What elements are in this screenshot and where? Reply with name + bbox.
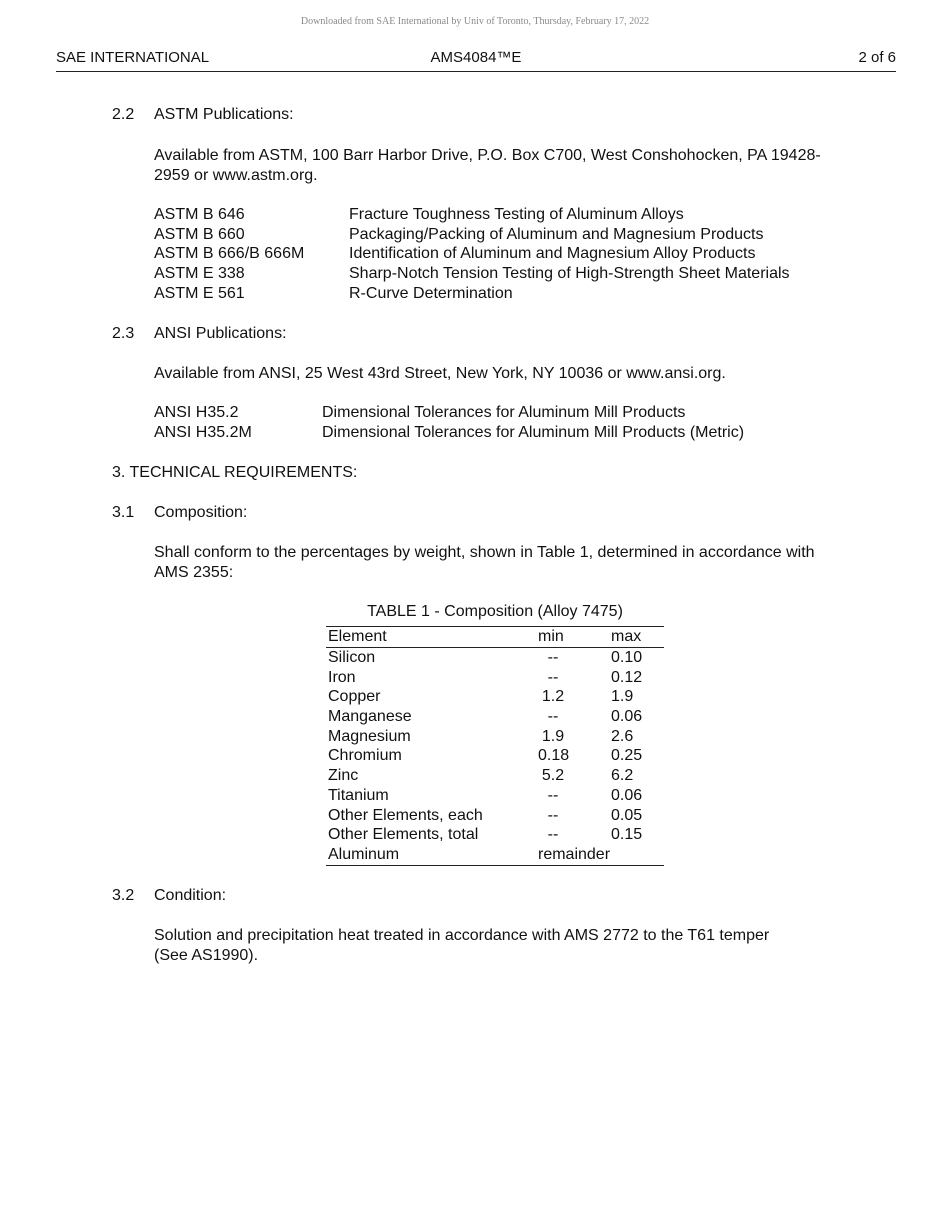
- table-row: [326, 825, 664, 845]
- table-row: [326, 746, 664, 766]
- cell-min: 0.18: [538, 747, 570, 765]
- table-row: [326, 687, 664, 707]
- cell-element: Other Elements, each: [328, 806, 483, 824]
- reference-row: [154, 284, 854, 304]
- reference-row: [154, 244, 854, 264]
- cell-min: 5.2: [541, 767, 565, 785]
- section-heading-technical-requirements: 3. TECHNICAL REQUIREMENTS:: [112, 464, 358, 481]
- cell-max: 0.06: [611, 708, 643, 726]
- cell-max: 1.9: [611, 688, 634, 706]
- reference-code: ASTM B 646: [154, 206, 245, 223]
- cell-element: Iron: [328, 668, 356, 686]
- header-org: SAE INTERNATIONAL: [56, 49, 210, 66]
- reference-code: ANSI H35.2: [154, 404, 239, 421]
- cell-min: --: [547, 668, 559, 686]
- cell-element: Zinc: [328, 767, 359, 785]
- astm-availability-line2: 2959 or www.astm.org.: [154, 167, 318, 184]
- cell-min: --: [547, 786, 559, 804]
- composition-table: [326, 626, 664, 866]
- cell-max: 6.2: [611, 767, 634, 785]
- reference-title: Identification of Aluminum and Magnesium Alloy Products: [349, 245, 756, 263]
- table-row: [326, 648, 664, 668]
- ansi-reference-list: [154, 403, 854, 442]
- header-min: min: [538, 628, 564, 645]
- cell-max: 0.06: [611, 786, 643, 804]
- reference-title: Packaging/Packing of Aluminum and Magnesium Products: [349, 225, 764, 243]
- section-number-3-1: 3.1: [112, 504, 135, 521]
- cell-element: Chromium: [328, 747, 402, 765]
- table1-caption: TABLE 1 - Composition (Alloy 7475): [367, 603, 623, 620]
- cell-max: 0.05: [611, 806, 643, 824]
- reference-row: [154, 423, 854, 443]
- cell-max: 0.15: [611, 826, 643, 844]
- header-page-number: 2 of 6: [858, 49, 896, 66]
- table-row: [326, 806, 664, 826]
- cell-element: Aluminum: [328, 845, 400, 863]
- table-row: [326, 727, 664, 747]
- cell-max: 0.25: [611, 747, 643, 765]
- ansi-availability: Available from ANSI, 25 West 43rd Street, New York, NY 10036 or www.ansi.org.: [154, 365, 726, 382]
- reference-row: [154, 225, 854, 245]
- download-watermark: Downloaded from SAE International by Univ of Toronto, Thursday, February 17, 2022: [300, 16, 650, 27]
- table-row: [326, 766, 664, 786]
- reference-title: Sharp-Notch Tension Testing of High-Strength Sheet Materials: [349, 265, 790, 283]
- cell-max: 2.6: [611, 727, 634, 745]
- astm-reference-list: [154, 205, 854, 303]
- reference-title: Fracture Toughness Testing of Aluminum Alloys: [349, 206, 684, 223]
- header-max: max: [611, 628, 642, 645]
- table-row: [326, 668, 664, 688]
- astm-availability-line1: Available from ASTM, 100 Barr Harbor Drive, P.O. Box C700, West Conshohocken, PA 19428-: [154, 147, 821, 164]
- cell-element: Copper: [328, 688, 381, 706]
- cell-max: 0.10: [611, 649, 643, 666]
- section-title-composition: Composition:: [154, 504, 248, 521]
- composition-text-line1: Shall conform to the percentages by weight, shown in Table 1, determined in accordance with: [154, 544, 815, 561]
- reference-code: ANSI H35.2M: [154, 423, 252, 441]
- cell-remainder: remainder: [538, 845, 611, 863]
- cell-min: 1.9: [541, 727, 565, 745]
- cell-min: --: [547, 806, 559, 824]
- reference-title: Dimensional Tolerances for Aluminum Mill Products (Metric): [322, 423, 745, 441]
- table-row: [326, 786, 664, 806]
- header-element: Element: [328, 628, 387, 645]
- reference-row: [154, 403, 854, 423]
- table-header-row: [326, 627, 664, 648]
- section-title-ansi: ANSI Publications:: [154, 325, 287, 342]
- cell-min: 1.2: [541, 688, 565, 706]
- section-title-astm: ASTM Publications:: [154, 106, 294, 123]
- header-doc-id: AMS4084™E: [430, 49, 522, 66]
- table-row-aluminum: [326, 845, 664, 865]
- section-number-3-2: 3.2: [112, 887, 135, 904]
- condition-text-line2: (See AS1990).: [154, 947, 259, 964]
- section-number-2-2: 2.2: [112, 106, 135, 123]
- reference-row: [154, 205, 854, 225]
- cell-element: Magnesium: [328, 727, 411, 745]
- reference-code: ASTM E 338: [154, 265, 245, 283]
- cell-element: Titanium: [328, 786, 389, 804]
- cell-min: --: [547, 649, 559, 666]
- reference-code: ASTM B 660: [154, 225, 245, 243]
- reference-code: ASTM E 561: [154, 284, 245, 302]
- cell-element: Manganese: [328, 708, 412, 726]
- page-header: [56, 49, 896, 72]
- reference-title: Dimensional Tolerances for Aluminum Mill Products: [322, 404, 686, 421]
- composition-text-line2: AMS 2355:: [154, 564, 234, 581]
- cell-min: --: [547, 708, 559, 726]
- cell-element: Silicon: [328, 649, 376, 666]
- table-row: [326, 707, 664, 727]
- reference-row: [154, 264, 854, 284]
- section-number-2-3: 2.3: [112, 325, 135, 342]
- condition-text-line1: Solution and precipitation heat treated in accordance with AMS 2772 to the T61 temper: [154, 927, 770, 944]
- cell-max: 0.12: [611, 668, 643, 686]
- reference-title: R-Curve Determination: [349, 284, 513, 302]
- section-title-condition: Condition:: [154, 887, 227, 904]
- cell-element: Other Elements, total: [328, 826, 479, 844]
- cell-min: --: [547, 826, 559, 844]
- reference-code: ASTM B 666/B 666M: [154, 245, 305, 263]
